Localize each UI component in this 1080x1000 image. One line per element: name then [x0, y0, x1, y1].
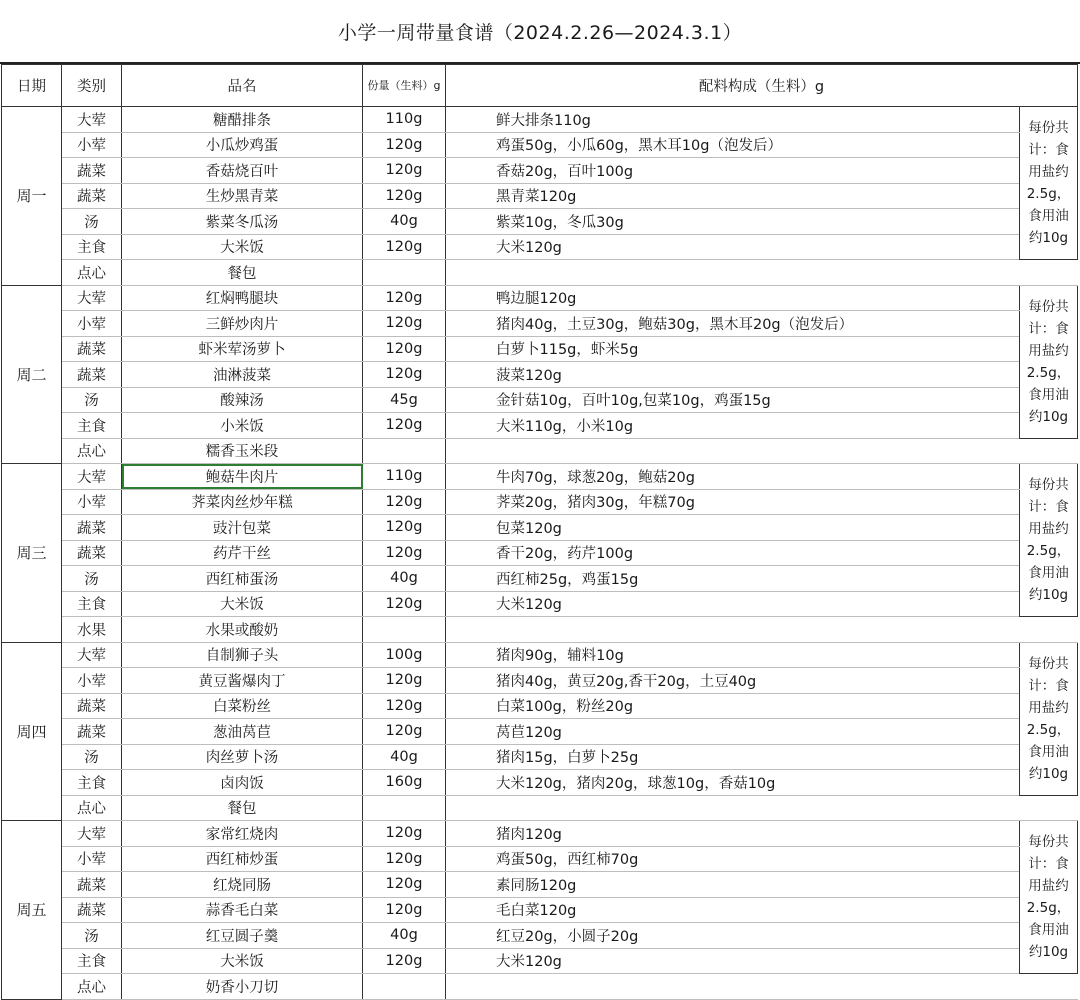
- category-cell[interactable]: 小荤: [62, 668, 122, 694]
- ingredients-cell[interactable]: 大米120g，猪肉20g，球葱10g，香菇10g: [446, 770, 1020, 796]
- portion-cell[interactable]: [363, 438, 446, 464]
- portion-cell[interactable]: 120g: [363, 234, 446, 260]
- dish-cell[interactable]: 紫菜冬瓜汤: [122, 209, 363, 235]
- category-cell[interactable]: 蔬菜: [62, 362, 122, 388]
- portion-cell[interactable]: 120g: [363, 668, 446, 694]
- table-row: [2, 642, 1078, 668]
- category-cell[interactable]: 点心: [62, 974, 122, 1000]
- table-row: [2, 897, 1078, 923]
- empty-cell[interactable]: [1020, 438, 1078, 464]
- ingredients-cell[interactable]: [446, 974, 1020, 1000]
- table-row: [2, 821, 1078, 847]
- sheet-title: 小学一周带量食谱（2024.2.26—2024.3.1）: [0, 0, 1080, 64]
- ingredients-cell[interactable]: [446, 260, 1020, 286]
- nutrition-note-cell[interactable]: 每份共计：食用盐约2.5g，食用油约10g: [1020, 285, 1078, 438]
- portion-cell[interactable]: 120g: [363, 158, 446, 184]
- category-cell[interactable]: 蔬菜: [62, 693, 122, 719]
- dish-cell[interactable]: 大米饭: [122, 234, 363, 260]
- portion-cell[interactable]: 40g: [363, 566, 446, 592]
- category-cell[interactable]: 蔬菜: [62, 336, 122, 362]
- dish-cell[interactable]: 红烧同肠: [122, 872, 363, 898]
- ingredients-cell[interactable]: 紫菜10g，冬瓜30g: [446, 209, 1020, 235]
- dish-cell[interactable]: 白菜粉丝: [122, 693, 363, 719]
- ingredients-cell[interactable]: 毛白菜120g: [446, 897, 1020, 923]
- table-row: [2, 336, 1078, 362]
- portion-cell[interactable]: 120g: [363, 183, 446, 209]
- dish-cell[interactable]: 卤肉饭: [122, 770, 363, 796]
- day-cell[interactable]: 周三: [2, 464, 62, 643]
- portion-cell[interactable]: 120g: [363, 362, 446, 388]
- nutrition-note-cell[interactable]: 每份共计：食用盐约2.5g，食用油约10g: [1020, 464, 1078, 617]
- portion-cell[interactable]: 120g: [363, 821, 446, 847]
- table-row: [2, 617, 1078, 643]
- category-cell[interactable]: 汤: [62, 209, 122, 235]
- portion-cell[interactable]: 120g: [363, 515, 446, 541]
- nutrition-note-cell[interactable]: 每份共计：食用盐约2.5g，食用油约10g: [1020, 107, 1078, 260]
- portion-cell[interactable]: 120g: [363, 540, 446, 566]
- table-row: [2, 464, 1078, 490]
- header-ingredients[interactable]: 配料构成（生料）g: [446, 65, 1078, 107]
- ingredients-cell[interactable]: 大米120g: [446, 948, 1020, 974]
- category-cell[interactable]: 蔬菜: [62, 515, 122, 541]
- portion-cell[interactable]: 120g: [363, 489, 446, 515]
- portion-cell[interactable]: [363, 260, 446, 286]
- portion-cell[interactable]: 120g: [363, 311, 446, 337]
- table-row: [2, 744, 1078, 770]
- category-cell[interactable]: 小荤: [62, 311, 122, 337]
- portion-cell[interactable]: 40g: [363, 923, 446, 949]
- empty-cell[interactable]: [1020, 260, 1078, 286]
- table-row: [2, 693, 1078, 719]
- header-portion[interactable]: 份量（生料）g: [363, 65, 446, 107]
- dish-cell[interactable]: 红豆圆子羹: [122, 923, 363, 949]
- category-cell[interactable]: 大荤: [62, 107, 122, 133]
- portion-cell[interactable]: 120g: [363, 846, 446, 872]
- table-row: [2, 132, 1078, 158]
- category-cell[interactable]: 蔬菜: [62, 183, 122, 209]
- table-row: [2, 413, 1078, 439]
- category-cell[interactable]: 小荤: [62, 489, 122, 515]
- ingredients-cell[interactable]: 包菜120g: [446, 515, 1020, 541]
- day-cell[interactable]: 周四: [2, 642, 62, 821]
- nutrition-note-cell[interactable]: 每份共计：食用盐约2.5g，食用油约10g: [1020, 642, 1078, 795]
- category-cell[interactable]: 点心: [62, 438, 122, 464]
- table-row: [2, 260, 1078, 286]
- category-cell[interactable]: 主食: [62, 413, 122, 439]
- table-row: [2, 311, 1078, 337]
- dish-cell[interactable]: 蒜香毛白菜: [122, 897, 363, 923]
- table-row: [2, 107, 1078, 133]
- ingredients-cell[interactable]: 白菜100g，粉丝20g: [446, 693, 1020, 719]
- table-row: [2, 489, 1078, 515]
- category-cell[interactable]: 大荤: [62, 821, 122, 847]
- nutrition-note-cell[interactable]: 每份共计：食用盐约2.5g，食用油约10g: [1020, 821, 1078, 974]
- portion-cell[interactable]: 45g: [363, 387, 446, 413]
- dish-cell[interactable]: 三鲜炒肉片: [122, 311, 363, 337]
- ingredients-cell[interactable]: 黑青菜120g: [446, 183, 1020, 209]
- table-row: [2, 183, 1078, 209]
- ingredients-cell[interactable]: [446, 438, 1020, 464]
- table-row: [2, 872, 1078, 898]
- ingredients-cell[interactable]: 大米120g: [446, 591, 1020, 617]
- table-row: [2, 234, 1078, 260]
- day-cell[interactable]: 周五: [2, 821, 62, 1000]
- ingredients-cell[interactable]: 素同肠120g: [446, 872, 1020, 898]
- header-category[interactable]: 类别: [62, 65, 122, 107]
- portion-cell[interactable]: [363, 974, 446, 1000]
- dish-cell[interactable]: 香菇烧百叶: [122, 158, 363, 184]
- dish-cell[interactable]: 小瓜炒鸡蛋: [122, 132, 363, 158]
- ingredients-cell[interactable]: 鲜大排条110g: [446, 107, 1020, 133]
- ingredients-cell[interactable]: 香干20g，药芹100g: [446, 540, 1020, 566]
- dish-cell[interactable]: 糯香玉米段: [122, 438, 363, 464]
- dish-cell[interactable]: 豉汁包菜: [122, 515, 363, 541]
- category-cell[interactable]: 大荤: [62, 285, 122, 311]
- dish-cell[interactable]: 自制狮子头: [122, 642, 363, 668]
- portion-cell[interactable]: 110g: [363, 107, 446, 133]
- category-cell[interactable]: 蔬菜: [62, 540, 122, 566]
- table-row: [2, 285, 1078, 311]
- dish-cell[interactable]: 油淋菠菜: [122, 362, 363, 388]
- ingredients-cell[interactable]: 猪肉120g: [446, 821, 1020, 847]
- ingredients-cell[interactable]: 莴苣120g: [446, 719, 1020, 745]
- ingredients-cell[interactable]: 鸡蛋50g，西红柿70g: [446, 846, 1020, 872]
- ingredients-cell[interactable]: 猪肉90g，辅料10g: [446, 642, 1020, 668]
- portion-cell[interactable]: [363, 795, 446, 821]
- ingredients-cell[interactable]: [446, 795, 1020, 821]
- ingredients-cell[interactable]: 菠菜120g: [446, 362, 1020, 388]
- ingredients-cell[interactable]: 西红柿25g，鸡蛋15g: [446, 566, 1020, 592]
- ingredients-cell[interactable]: 金针菇10g，百叶10g,包菜10g，鸡蛋15g: [446, 387, 1020, 413]
- ingredients-cell[interactable]: 大米120g: [446, 234, 1020, 260]
- portion-cell[interactable]: 120g: [363, 872, 446, 898]
- table-row: [2, 515, 1078, 541]
- table-row: [2, 795, 1078, 821]
- dish-cell[interactable]: 酸辣汤: [122, 387, 363, 413]
- dish-cell[interactable]: 奶香小刀切: [122, 974, 363, 1000]
- portion-cell[interactable]: [363, 617, 446, 643]
- category-cell[interactable]: 点心: [62, 795, 122, 821]
- dish-cell[interactable]: 西红柿蛋汤: [122, 566, 363, 592]
- ingredients-cell[interactable]: 大米110g，小米10g: [446, 413, 1020, 439]
- dish-cell[interactable]: 大米饭: [122, 591, 363, 617]
- empty-cell[interactable]: [1020, 617, 1078, 643]
- category-cell[interactable]: 主食: [62, 234, 122, 260]
- portion-cell[interactable]: 120g: [363, 285, 446, 311]
- table-row: [2, 387, 1078, 413]
- dish-cell[interactable]: 黄豆酱爆肉丁: [122, 668, 363, 694]
- dish-cell[interactable]: 红焖鸭腿块: [122, 285, 363, 311]
- category-cell[interactable]: 水果: [62, 617, 122, 643]
- dish-cell[interactable]: 荠菜肉丝炒年糕: [122, 489, 363, 515]
- ingredients-cell[interactable]: 白萝卜115g，虾米5g: [446, 336, 1020, 362]
- dish-cell[interactable]: 葱油莴苣: [122, 719, 363, 745]
- ingredients-cell[interactable]: 荠菜20g，猪肉30g，年糕70g: [446, 489, 1020, 515]
- category-cell[interactable]: 汤: [62, 387, 122, 413]
- empty-cell[interactable]: [1020, 974, 1078, 1000]
- ingredients-cell[interactable]: 猪肉40g，黄豆20g,香干20g，土豆40g: [446, 668, 1020, 694]
- table-row: [2, 719, 1078, 745]
- header-date[interactable]: 日期: [2, 65, 62, 107]
- day-cell[interactable]: 周一: [2, 107, 62, 286]
- dish-cell[interactable]: 水果或酸奶: [122, 617, 363, 643]
- table-row: [2, 158, 1078, 184]
- table-row: [2, 566, 1078, 592]
- table-row: [2, 668, 1078, 694]
- category-cell[interactable]: 蔬菜: [62, 719, 122, 745]
- category-cell[interactable]: 蔬菜: [62, 158, 122, 184]
- dish-cell[interactable]: 大米饭: [122, 948, 363, 974]
- category-cell[interactable]: 蔬菜: [62, 897, 122, 923]
- ingredients-cell[interactable]: 牛肉70g，球葱20g，鲍菇20g: [446, 464, 1020, 490]
- category-cell[interactable]: 汤: [62, 744, 122, 770]
- header-row: [2, 65, 1078, 107]
- ingredients-cell[interactable]: 红豆20g，小圆子20g: [446, 923, 1020, 949]
- category-cell[interactable]: 主食: [62, 591, 122, 617]
- empty-cell[interactable]: [1020, 795, 1078, 821]
- portion-cell[interactable]: 120g: [363, 132, 446, 158]
- category-cell[interactable]: 大荤: [62, 464, 122, 490]
- portion-cell[interactable]: 120g: [363, 336, 446, 362]
- table-row: [2, 974, 1078, 1000]
- table-row: [2, 209, 1078, 235]
- dish-cell[interactable]: 小米饭: [122, 413, 363, 439]
- ingredients-cell[interactable]: 鸡蛋50g，小瓜60g，黑木耳10g（泡发后）: [446, 132, 1020, 158]
- dish-cell[interactable]: 虾米荤汤萝卜: [122, 336, 363, 362]
- portion-cell[interactable]: 120g: [363, 897, 446, 923]
- table-row: [2, 923, 1078, 949]
- portion-cell[interactable]: 160g: [363, 770, 446, 796]
- dish-cell[interactable]: 药芹干丝: [122, 540, 363, 566]
- portion-cell[interactable]: 40g: [363, 209, 446, 235]
- portion-cell[interactable]: 120g: [363, 591, 446, 617]
- category-cell[interactable]: 小荤: [62, 846, 122, 872]
- table-row: [2, 362, 1078, 388]
- dish-cell[interactable]: 餐包: [122, 260, 363, 286]
- portion-cell[interactable]: 120g: [363, 413, 446, 439]
- day-cell[interactable]: 周二: [2, 285, 62, 464]
- table-row: [2, 591, 1078, 617]
- dish-cell[interactable]: 餐包: [122, 795, 363, 821]
- dish-cell[interactable]: 糖醋排条: [122, 107, 363, 133]
- category-cell[interactable]: 点心: [62, 260, 122, 286]
- portion-cell[interactable]: 120g: [363, 693, 446, 719]
- dish-cell[interactable]: 家常红烧肉: [122, 821, 363, 847]
- category-cell[interactable]: 主食: [62, 948, 122, 974]
- portion-cell[interactable]: 120g: [363, 948, 446, 974]
- table-row: [2, 770, 1078, 796]
- table-row: [2, 540, 1078, 566]
- ingredients-cell[interactable]: 香菇20g，百叶100g: [446, 158, 1020, 184]
- dish-cell[interactable]: 鲍菇牛肉片: [122, 464, 363, 490]
- dish-cell[interactable]: 生炒黑青菜: [122, 183, 363, 209]
- table-row: [2, 438, 1078, 464]
- category-cell[interactable]: 汤: [62, 566, 122, 592]
- weekly-menu-table: [1, 64, 1078, 1000]
- table-row: [2, 846, 1078, 872]
- header-dish[interactable]: 品名: [122, 65, 363, 107]
- ingredients-cell[interactable]: 猪肉15g，白萝卜25g: [446, 744, 1020, 770]
- menu-body: [2, 107, 1078, 1000]
- portion-cell[interactable]: 40g: [363, 744, 446, 770]
- category-cell[interactable]: 小荤: [62, 132, 122, 158]
- portion-cell[interactable]: 100g: [363, 642, 446, 668]
- category-cell[interactable]: 蔬菜: [62, 872, 122, 898]
- portion-cell[interactable]: 120g: [363, 719, 446, 745]
- category-cell[interactable]: 大荤: [62, 642, 122, 668]
- ingredients-cell[interactable]: [446, 617, 1020, 643]
- category-cell[interactable]: 主食: [62, 770, 122, 796]
- portion-cell[interactable]: 110g: [363, 464, 446, 490]
- ingredients-cell[interactable]: 猪肉40g，土豆30g，鲍菇30g，黑木耳20g（泡发后）: [446, 311, 1020, 337]
- dish-cell[interactable]: 西红柿炒蛋: [122, 846, 363, 872]
- category-cell[interactable]: 汤: [62, 923, 122, 949]
- ingredients-cell[interactable]: 鸭边腿120g: [446, 285, 1020, 311]
- dish-cell[interactable]: 肉丝萝卜汤: [122, 744, 363, 770]
